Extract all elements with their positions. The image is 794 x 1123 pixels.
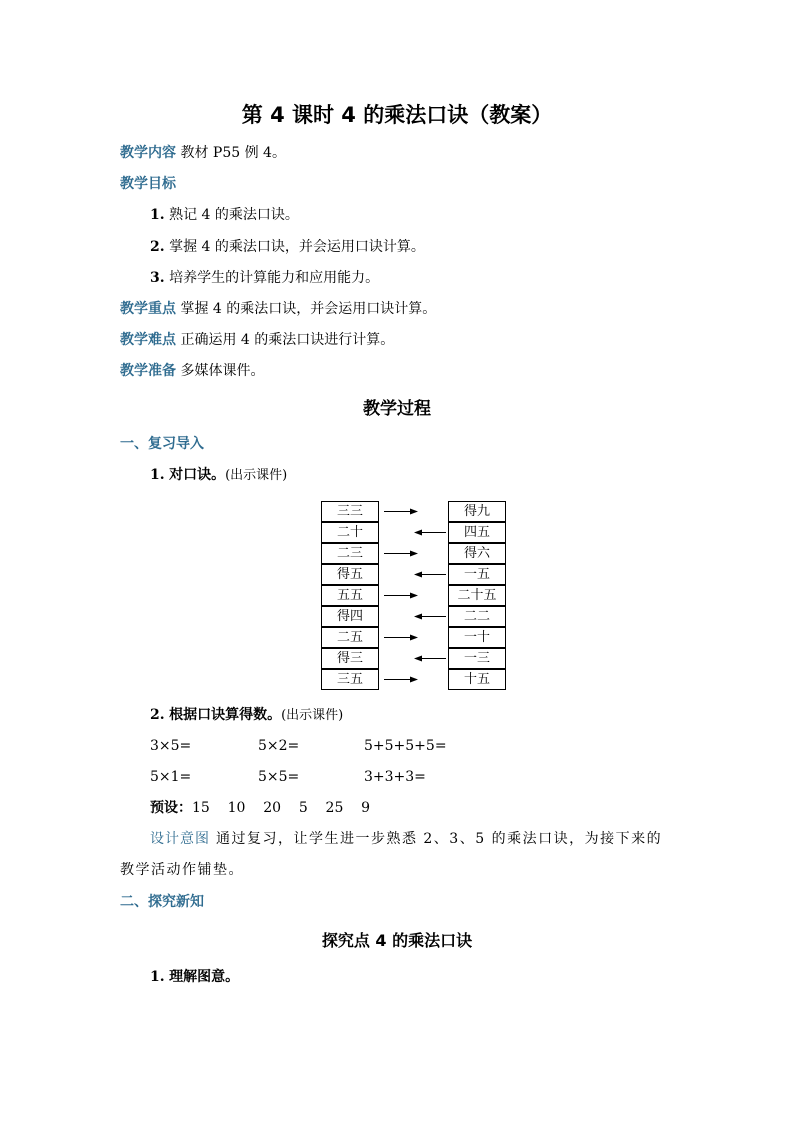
page-title: 第 4 课时 4 的乘法口诀（教案） [241, 103, 553, 127]
key-point-label: 教学重点 [120, 301, 176, 317]
arrow-right-icon [410, 593, 418, 599]
teaching-content-text: 教材 P55 例 4。 [180, 145, 286, 161]
arrow-left-icon [414, 530, 422, 536]
teaching-content [120, 142, 286, 164]
preparation-label: 教学准备 [120, 363, 176, 379]
arrow-left-icon [414, 614, 422, 620]
right-cell: 一五 [448, 564, 506, 585]
step-heading [150, 966, 239, 988]
design-intent-label: 设计意图 [150, 831, 210, 847]
objective-number: 3. [150, 270, 165, 286]
arrow-left-icon [414, 572, 422, 578]
step-title: 根据口诀算得数。 [169, 707, 282, 723]
exercise-item: 3+3+3= [364, 769, 426, 785]
arrow-right-icon [410, 551, 418, 557]
key-point [120, 298, 436, 320]
right-cell: 得六 [448, 543, 506, 564]
exercise-item: 5×5= [258, 769, 300, 785]
left-cell: 得四 [321, 606, 379, 627]
step-title: 理解图意。 [169, 969, 240, 985]
process-heading: 教学过程 [363, 399, 431, 419]
step-heading [150, 704, 343, 727]
section2-heading [120, 891, 204, 913]
objective-text: 熟记 4 的乘法口诀。 [169, 207, 299, 223]
arrow-right-icon [410, 509, 418, 515]
difficulty-label: 教学难点 [120, 332, 176, 348]
design-intent [150, 828, 662, 850]
exercise-item: 5×1= [150, 769, 192, 785]
arrow-right-icon [410, 677, 418, 683]
teaching-content-label: 教学内容 [120, 145, 176, 161]
step-title: 对口诀。 [169, 467, 226, 483]
right-cell: 十五 [448, 669, 506, 690]
right-cell: 二十五 [448, 585, 506, 606]
objective-number: 2. [150, 239, 165, 255]
left-cell: 得五 [321, 564, 379, 585]
left-cell: 二五 [321, 627, 379, 648]
step-number: 1. [150, 969, 165, 985]
objective-item [150, 204, 299, 226]
left-cell: 三三 [321, 501, 379, 522]
explore-subheading: 探究点 4 的乘法口诀 [321, 931, 473, 950]
left-cell: 三五 [321, 669, 379, 690]
step-note: (出示课件) [225, 468, 288, 483]
step-heading [150, 464, 287, 487]
right-cell: 一三 [448, 648, 506, 669]
design-intent-continued: 教学活动作铺垫。 [120, 862, 244, 878]
right-cell: 一十 [448, 627, 506, 648]
key-point-text: 掌握 4 的乘法口诀，并会运用口诀计算。 [180, 301, 437, 317]
preset-label: 预设： [150, 800, 192, 816]
objective-item [150, 236, 425, 258]
arrow-right-icon [410, 635, 418, 641]
exercise-item: 3×5= [150, 738, 192, 754]
preparation [120, 360, 264, 382]
design-intent-text: 通过复习，让学生进一步熟悉 2、3、5 的乘法口诀，为接下来的 [215, 831, 663, 847]
step-number: 2. [150, 707, 165, 723]
step-note: (出示课件) [281, 708, 344, 723]
step-number: 1. [150, 467, 165, 483]
difficulty [120, 329, 394, 351]
section1-heading [120, 433, 204, 455]
preset-values: 15 10 20 5 25 9 [192, 800, 371, 816]
objective-text: 掌握 4 的乘法口诀，并会运用口诀计算。 [169, 239, 425, 255]
left-cell: 二三 [321, 543, 379, 564]
section2-label: 二、探究新知 [120, 894, 204, 910]
right-cell: 二二 [448, 606, 506, 627]
right-cell: 四五 [448, 522, 506, 543]
objective-text: 培养学生的计算能力和应用能力。 [169, 270, 380, 286]
objectives-heading [120, 173, 176, 195]
left-cell: 二十 [321, 522, 379, 543]
section1-label: 一、复习导入 [120, 436, 204, 452]
left-cell: 五五 [321, 585, 379, 606]
right-cell: 得九 [448, 501, 506, 522]
exercise-item: 5+5+5+5= [364, 738, 447, 754]
difficulty-text: 正确运用 4 的乘法口诀进行计算。 [180, 332, 395, 348]
preset [150, 797, 370, 819]
objectives-label: 教学目标 [120, 176, 176, 192]
preparation-text: 多媒体课件。 [180, 363, 265, 379]
objective-number: 1. [150, 207, 165, 223]
exercise-item: 5×2= [258, 738, 300, 754]
arrow-left-icon [414, 656, 422, 662]
objective-item [150, 267, 379, 289]
left-cell: 得三 [321, 648, 379, 669]
